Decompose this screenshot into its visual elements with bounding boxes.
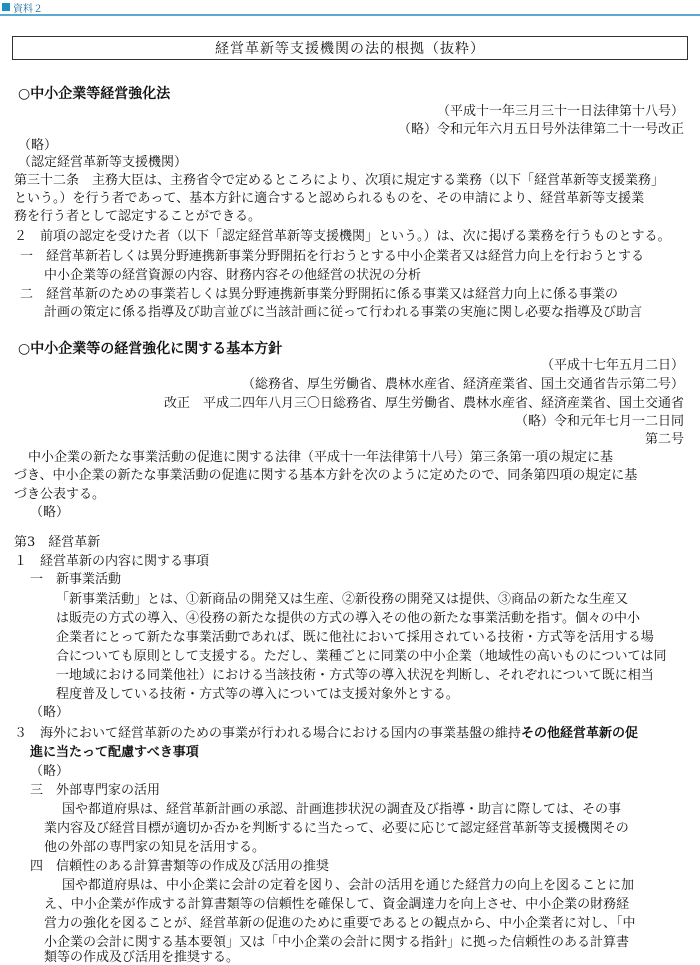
text-line: 計画の策定に係る指導及び助言並びに当該計画に従って行われる事業の実施に関し必要な指導及び助言 (44, 305, 643, 320)
section-title-bold-text: その他経営革新の促 (521, 726, 639, 741)
tag-square-icon (2, 3, 10, 11)
text-line: は販売の方式の導入、④役務の新たな提供の方式の導入その他の新たな事業活動を指す。個々の中小 (56, 611, 640, 626)
text-line: 第三十二条 主務大臣は、主務省令で定めるところにより、次項に規定する業務（以下「経営革新等支援業務」 (14, 173, 665, 188)
text-line: づき公表する。 (14, 487, 106, 502)
text-line: え、中小企業が作成する計算書類等の信頼性を確保して、資金調達力を向上させ、中小企業の財務経 (44, 897, 630, 912)
section-title (14, 726, 638, 742)
text-line: 他の外部の専門家の知見を活用する。 (44, 840, 266, 855)
omission-mark: （略） (30, 505, 70, 520)
date-line: （平成十七年五月二日） (540, 358, 684, 373)
subsection-title: 四 信頼性のある計算書類等の作成及び活用の推奨 (30, 859, 330, 874)
citation-line: （平成十一年三月三十一日法律第十八号） (436, 104, 684, 119)
text-line: 国や都道府県は、経営革新計画の承認、計画進捗状況の調査及び指導・助言に際しては、その事 (62, 802, 622, 817)
document-tag (0, 0, 43, 14)
title-box (12, 36, 688, 60)
text-line: ２ 前項の認定を受けた者（以下「認定経営革新等支援機関」という。）は、次に掲げる業務を行うものとする。 (14, 229, 671, 244)
omission-mark: （略） (30, 705, 70, 720)
revision-line: 改正 平成二四年八月三〇日総務省、厚生労働省、農林水産省、経済産業省、国土交通省 (163, 396, 684, 411)
text-line: 類等の作成及び活用を推奨する。 (44, 950, 240, 965)
text-line: 一地域における同業他社）における当該技術・方式等の導入状況を判断し、それぞれについて既に相当 (56, 668, 654, 683)
page-title: 経営革新等支援機関の法的根拠（抜粋） (215, 41, 485, 57)
section-title-text: ３ 海外において経営革新のための事業が行われる場合における国内の事業基盤の維持 (14, 726, 522, 741)
text-line: 営力の強化を図ることが、経営革新の促進のために重要であるとの観点から、中小企業者に対し、「中 (44, 916, 636, 931)
text-line: という。）を行う者であって、基本方針に適合すると認められるものを、その申請により、経営革新等支援業 (14, 191, 645, 206)
section-heading: ○中小企業等の経営強化に関する基本方針 (18, 341, 283, 357)
text-line: 中小企業等の経営資源の内容、財務内容その他経営の状況の分析 (44, 268, 422, 283)
text-line: 程度普及している技術・方式等の導入については支援対象外とする。 (56, 687, 459, 702)
document-tag-label: 資料２ (13, 3, 43, 15)
text-line: 業内容及び経営目標が適切か否かを判断するに当たって、必要に応じて認定経営革新等支援機関その (44, 821, 629, 836)
section-heading: ○中小企業等経営強化法 (18, 86, 171, 102)
article-caption: （認定経営革新等支援機関） (18, 155, 188, 170)
text-line: 小企業の会計に関する基本要領」又は「中小企業の会計に関する指針」に拠った信頼性のある計算書 (44, 935, 630, 950)
section-title-continued: 進に当たって配慮すべき事項 (30, 745, 199, 760)
text-line: 国や都道府県は、中小企業に会計の定着を図り、会計の活用を通じた経営力の向上を図ることに加 (62, 878, 635, 893)
text-line: づき、中小企業の新たな事業活動の促進に関する基本方針を次のように定めたので、同条第四項の規定に基 (14, 468, 638, 483)
omission-mark: （略） (18, 138, 58, 153)
text-line: 二 経営革新のための事業若しくは異分野連携新事業分野開拓に係る事業又は経営力向上に係る事業の (20, 287, 619, 302)
top-rule (0, 14, 700, 16)
section-title: １ 経営革新の内容に関する事項 (14, 554, 210, 569)
text-line: 「新事業活動」とは、①新商品の開発又は生産、②新役務の開発又は提供、③商品の新たな生産又 (56, 592, 629, 607)
text-line: 企業者にとって新たな事業活動であれば、既に他社において採用されている技術・方式等を活用する場 (56, 630, 654, 645)
revision-line: 第二号 (644, 432, 684, 447)
notice-line: （総務省、厚生労働省、農林水産省、経済産業省、国土交通省告示第二号） (241, 377, 684, 392)
citation-line: （略）令和元年六月五日号外法律第二十一号改正 (397, 122, 684, 137)
text-line: 務を行う者として認定することができる。 (14, 209, 262, 224)
omission-mark: （略） (30, 764, 70, 779)
text-line: 合についても原則として支援する。ただし、業種ごとに同業の中小企業（地域性の高いものについては同 (56, 649, 667, 664)
subsection-title: 三 外部専門家の活用 (30, 783, 161, 798)
revision-line: （略）令和元年七月一二日同 (514, 414, 684, 429)
text-line: 中小企業の新たな事業活動の促進に関する法律（平成十一年法律第十八号）第三条第一項の規定に基 (28, 450, 614, 465)
text-line: 一 経営革新若しくは異分野連携新事業分野開拓を行おうとする中小企業者又は経営力向上を行おうとする (20, 249, 645, 264)
subsection-title: 一 新事業活動 (30, 572, 122, 587)
part-heading: 第3 経営革新 (14, 535, 101, 550)
